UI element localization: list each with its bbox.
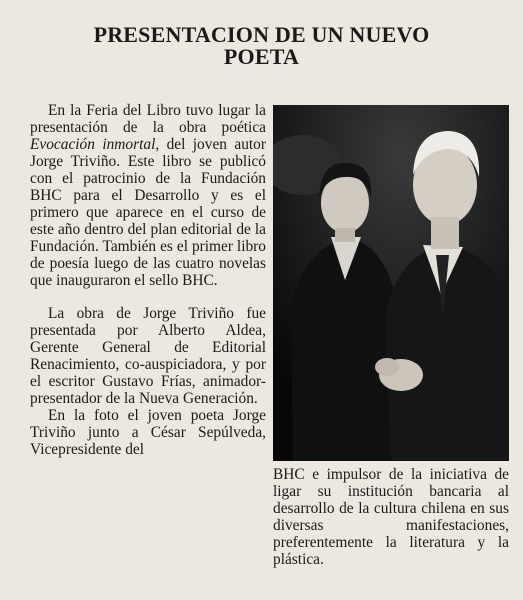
paragraph-1-rest: , del joven autor Jorge Triviño. Este libro se publicó con el patrocinio de la Fundación BHC para el Desarrollo y es el primero que aparece en el curso de este año dentro del plan editorial de la Fundación. También es el primer libro de poesía luego de las cuatro novelas que inauguraron el sello BHC. <box>30 136 266 289</box>
paragraph-1-lead: En la Feria del Libro tuvo lugar la presentación de la obra poética <box>30 102 266 136</box>
paragraph-3: En la foto el joven poeta Jorge Triviño junto a César Sepúlveda, Vicepresidente del <box>30 407 266 458</box>
left-text-column <box>30 102 266 458</box>
news-photo <box>273 105 509 461</box>
headline-line-1: PRESENTACION DE UN NUEVO <box>93 22 430 47</box>
photo-caption-continuation: BHC e impulsor de la iniciativa de ligar su institución bancaria al desarrollo de la cultura chilena en sus diversas manifestaciones, preferentemente la literatura y la plástica. <box>273 466 509 568</box>
paragraph-2: La obra de Jorge Triviño fue presentada por Alberto Aldea, Gerente General de Editorial Renacimiento, co-auspiciadora, y por el escritor Gustavo Frías, animador-presentador de la Nueva Generación. <box>30 305 266 407</box>
headline-line-2: POETA <box>223 44 300 69</box>
right-text-column <box>273 466 509 568</box>
book-title: Evocación inmortal <box>30 136 156 153</box>
photo-illustration <box>273 105 509 461</box>
paragraph-1 <box>30 102 266 289</box>
article-headline <box>0 24 523 68</box>
